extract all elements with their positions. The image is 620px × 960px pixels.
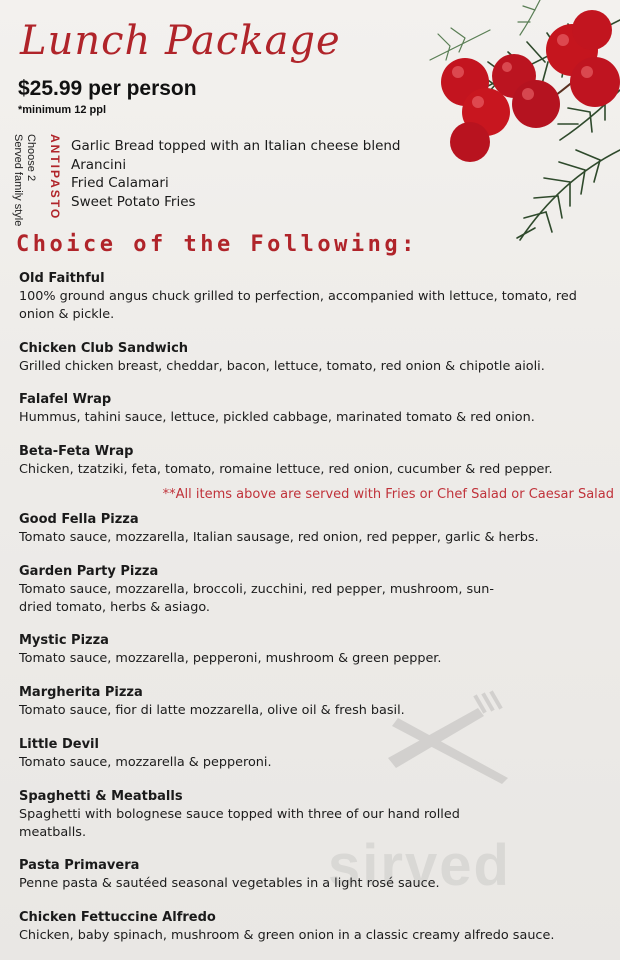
menu-item — [19, 909, 554, 945]
menu-item-desc: Chicken, tzatziki, feta, tomato, romaine lettuce, red onion, cucumber & red pepper. — [19, 462, 553, 477]
menu-item-name: Good Fella Pizza — [19, 512, 139, 527]
menu-item-name: Falafel Wrap — [19, 392, 112, 407]
menu-item — [19, 736, 272, 772]
menu-item-desc: Tomato sauce, mozzarella, Italian sausage, red onion, red pepper, garlic & herbs. — [19, 530, 539, 545]
page-title: Lunch Package — [20, 18, 341, 64]
menu-item-desc: Tomato sauce, mozzarella & pepperoni. — [19, 755, 272, 770]
menu-item-name: Beta-Feta Wrap — [19, 444, 134, 459]
menu-item-name: Pasta Primavera — [19, 858, 140, 873]
list-item: Garlic Bread topped with an Italian cheese blend — [71, 138, 401, 154]
menu-item-desc: 100% ground angus chuck grilled to perfection, accompanied with lettuce, tomato, red onion & pickle. — [19, 289, 577, 322]
menu-item — [19, 684, 405, 720]
side-note: **All items above are served with Fries or Chef Salad or Caesar Salad — [162, 487, 614, 502]
watermark-text: sirved — [328, 833, 511, 898]
menu-item-name: Spaghetti & Meatballs — [19, 789, 183, 804]
menu-item-desc: Hummus, tahini sauce, lettuce, pickled cabbage, marinated tomato & red onion. — [19, 410, 535, 425]
antipasto-label: ANTIPASTO — [48, 134, 62, 221]
menu-item-name: Old Faithful — [19, 271, 105, 286]
menu-item-desc: Penne pasta & sautéed seasonal vegetables in a light rosé sauce. — [19, 876, 440, 891]
menu-item-desc: Tomato sauce, mozzarella, broccoli, zucchini, red pepper, mushroom, sun-dried tomato, herbs & asiago. — [19, 582, 494, 615]
menu-item-name: Chicken Fettuccine Alfredo — [19, 910, 216, 925]
menu-item — [19, 632, 441, 668]
antipasto-served-label: Served family style — [12, 134, 24, 227]
menu-item-name: Little Devil — [19, 737, 99, 752]
menu-item — [19, 443, 553, 479]
antipasto-list — [71, 137, 401, 211]
menu-item-desc: Spaghetti with bolognese sauce topped with three of our hand rolled meatballs. — [19, 807, 460, 840]
menu-item-name: Mystic Pizza — [19, 633, 109, 648]
list-item: Fried Calamari — [71, 175, 169, 191]
menu-item — [19, 270, 594, 323]
menu-item — [19, 511, 539, 547]
choice-heading: Choice of the Following: — [16, 232, 418, 257]
menu-item-desc: Grilled chicken breast, cheddar, bacon, lettuce, tomato, red onion & chipotle aioli. — [19, 359, 545, 374]
list-item: Arancini — [71, 156, 127, 173]
menu-item-desc: Tomato sauce, mozzarella, pepperoni, mushroom & green pepper. — [19, 651, 442, 666]
menu-item-desc: Chicken, baby spinach, mushroom & green onion in a classic creamy alfredo sauce. — [19, 928, 555, 943]
menu-item — [19, 340, 545, 376]
menu-item-name: Garden Party Pizza — [19, 564, 159, 579]
antipasto-choose-label: Choose 2 — [25, 134, 37, 182]
minimum-note: *minimum 12 ppl — [18, 104, 107, 116]
menu-item-name: Margherita Pizza — [19, 685, 143, 700]
menu-item-name: Chicken Club Sandwich — [19, 341, 189, 356]
price-per-person: $25.99 per person — [18, 77, 197, 100]
menu-item-desc: Tomato sauce, fior di latte mozzarella, olive oil & fresh basil. — [19, 703, 405, 718]
menu-item — [19, 563, 524, 616]
menu-item — [19, 391, 535, 427]
list-item: Sweet Potato Fries — [71, 193, 196, 210]
